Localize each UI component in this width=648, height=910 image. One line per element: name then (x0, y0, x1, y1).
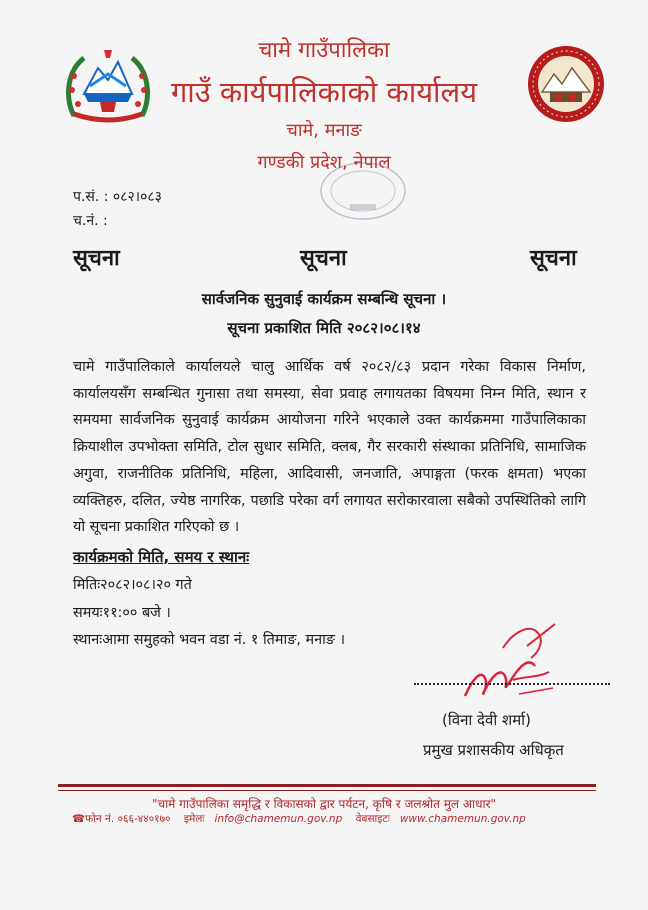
office-location: चामे, मनाङ (286, 120, 362, 141)
office-name: गाउँ कार्यपालिकाको कार्यालय (170, 75, 478, 109)
website-label: वेबसाइटः (355, 813, 390, 825)
phone-number: ☎फोन नं. ०६६-४४०१७० (72, 813, 171, 825)
email-address[interactable]: info@chamemun.gov.np (214, 813, 343, 825)
website-link[interactable]: www.chamemun.gov.np (399, 813, 526, 825)
footer-contact (72, 812, 536, 826)
notice-published-date: सूचना प्रकाशित मिति २०८२।०८।१४ (227, 319, 421, 337)
event-date: मितिः२०८२।०८।२० गते (73, 577, 192, 593)
office-stamp-icon (318, 160, 408, 222)
dispatch-number: च.नं. : (73, 213, 108, 229)
footer-motto: "चामे गाउँपालिका समृद्धि र विकासको द्वार पर्यटन, कृषि र जलश्रोत मुल आधार" (151, 797, 497, 811)
signatory-title: प्रमुख प्रशासकीय अधिकृत (423, 741, 564, 759)
municipality-name: चामे गाउँपालिका (258, 38, 390, 63)
notice-heading-center: सूचना (300, 246, 347, 271)
event-details-heading: कार्यक्रमको मिति, समय र स्थानः (73, 548, 250, 566)
footer-rule (58, 784, 596, 787)
signatory-name: (विना देवी शर्मा) (442, 711, 531, 729)
letter-number: प.सं. : ०८२।०८३ (73, 189, 162, 205)
event-time: समयः११:०० बजे । (73, 605, 171, 621)
office-province: गण्डकी प्रदेश, नेपाल (257, 152, 391, 173)
signature-icon (455, 618, 565, 718)
notice-heading-left: सूचना (73, 246, 120, 271)
notice-subject: सार्वजनिक सुनुवाई कार्यक्रम सम्बन्धि सूचना । (201, 290, 447, 308)
event-venue: स्थानःआमा समुहको भवन वडा नं. १ तिमाङ, मनाङ । (73, 632, 346, 648)
footer-rule-thin (58, 790, 596, 791)
notice-heading-right: सूचना (530, 246, 577, 271)
notice-body: चामे गाउँपालिकाले कार्यालयले चालु आर्थिक वर्ष २०८२/८३ प्रदान गरेका विकास निर्माण, कार्यालयसँग सम्बन्धित गुनासा तथा समस्या, सेवा प्रवाह लगायतका विषयमा निम्न मिति, स्थान र समयमा सार्वजनिक सुनुवाई कार्यक्रम आयोजना गरिने भएकाले उक्त कार्यक्रममा गाउँपालिकाका क्रियाशील उपभोक्ता समिति, टोल सुधार समिति, क्लब, गैर सरकारी संस्थाका प्रतिनिधि, सामाजिक अगुवा, राजनीतिक प्रतिनिधि, महिला, आदिवासी, जनजाति, अपाङ्गता (फरक क्षमता) भएका व्यक्तिहरु, दलित, ज्येष्ठ नागरिक, पछाडि परेका वर्ग लगायत सरोकारवाला सबैको उपस्थितिको लागि यो सूचना प्रकाशित गरिएको छ । (73, 359, 586, 536)
email-label: इमेलः (183, 813, 205, 825)
signature-line (414, 683, 610, 685)
